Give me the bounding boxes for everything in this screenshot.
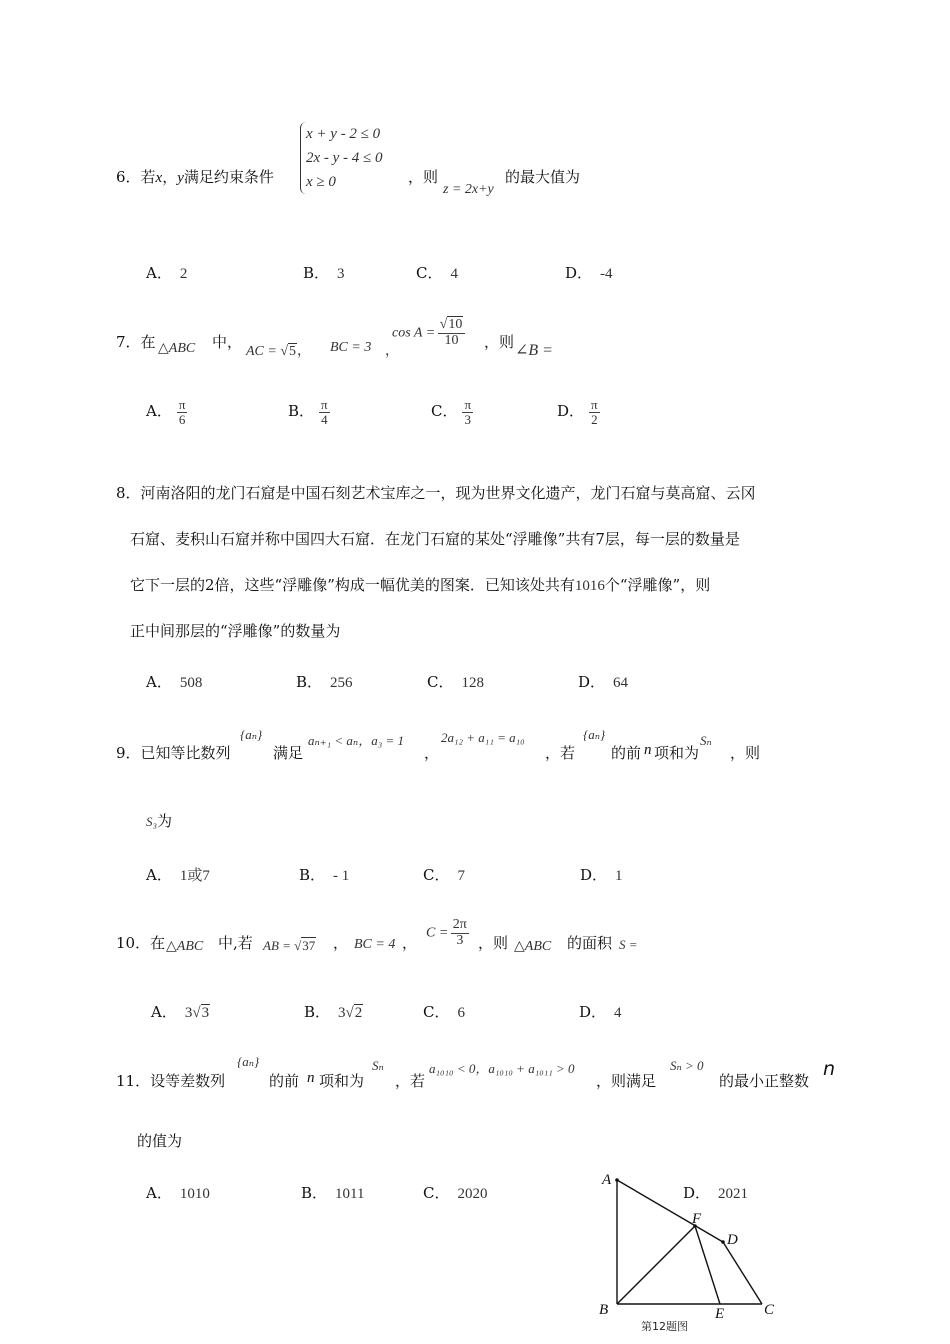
q6-objective: z = 2x+y (443, 182, 494, 197)
q10-stem-b: 中,若 (218, 934, 253, 952)
option-den: 2 (591, 411, 598, 427)
option-label: A． (146, 866, 172, 884)
q6-option-d[interactable] (565, 262, 613, 283)
q11-conditions: a₁₀₁₀ < 0，a₁₀₁₀ + a₁₀₁₁ > 0 (429, 1061, 575, 1076)
q9-option-a[interactable] (146, 864, 210, 885)
q10-c-num: 2π (452, 917, 467, 932)
option-value: - 1 (333, 868, 350, 884)
figure-segment-dc (723, 1242, 762, 1304)
option-label: A． (146, 264, 172, 282)
q10-c (426, 918, 468, 948)
q11-stem-f: 的最小正整数 (719, 1072, 810, 1090)
q9-comma: ， (424, 744, 440, 762)
q8-option-c[interactable] (427, 671, 484, 692)
figure-label-d: D (727, 1232, 738, 1248)
q11-stem-a: 11．设等差数列 (116, 1072, 226, 1090)
q6-stem-a: 6．若 (116, 168, 156, 186)
option-label: B． (299, 866, 326, 884)
q6-stem-c: ，则 (408, 168, 439, 186)
option-value: 2020 (457, 1186, 488, 1202)
q9-stem-b: 满足 (273, 744, 304, 762)
q9-option-c[interactable] (423, 864, 465, 885)
q8-total-count: 1016 (574, 578, 605, 594)
q10-s: S = (619, 937, 638, 952)
q7-triangle: △ABC (158, 341, 196, 356)
option-num: π (178, 397, 186, 412)
option-den: 4 (321, 411, 328, 427)
option-coef: 3 (338, 1005, 346, 1021)
q9-line-2-text: 为 (157, 812, 173, 830)
option-value: 64 (613, 675, 629, 691)
option-value: 4 (614, 1005, 622, 1021)
option-value: -4 (600, 266, 613, 282)
figure-segment-bf (617, 1226, 695, 1304)
option-label: D． (579, 1003, 607, 1021)
option-value: 128 (461, 675, 484, 691)
figure-segment-ad (617, 1180, 723, 1242)
q7-option-b[interactable] (288, 398, 329, 426)
q11-stem-e: ，则满足 (596, 1072, 657, 1090)
q8-line-3b: 个“浮雕像”，则 (604, 576, 711, 594)
q6-constraint-3: x ≥ 0 (306, 174, 336, 190)
option-label: C． (423, 1184, 450, 1202)
q10-bc: BC = 4 (354, 937, 396, 952)
q8-line-3a: 它下一层的2倍，这些“浮雕像”构成一幅优美的图案．已知该处共有 (130, 576, 575, 594)
q12-figure (590, 1162, 790, 1344)
option-value: 3√2 (338, 1005, 363, 1021)
q11-sn-positive: Sₙ > 0 (670, 1058, 704, 1073)
figure-label-a: A (602, 1172, 612, 1188)
q8-line-3 (130, 574, 710, 595)
q6-option-b[interactable] (303, 262, 345, 283)
option-value: 3 (337, 266, 345, 282)
option-label: A． (146, 1184, 172, 1202)
q10-stem-a: 10．在 (116, 934, 166, 952)
option-label: B． (288, 402, 315, 421)
figure-label-f: F (692, 1211, 702, 1227)
option-num: π (464, 397, 472, 412)
option-value: 1 (615, 868, 623, 884)
option-label: A． (146, 673, 172, 691)
option-value: 508 (179, 675, 203, 691)
q9-condition-2: 2a₁₂ + a₁₁ = a₁₀ (441, 730, 525, 745)
q11-option-c[interactable] (423, 1182, 487, 1203)
q9-var-n: n (644, 742, 652, 758)
q11-option-a[interactable] (146, 1182, 210, 1203)
q9-option-b[interactable] (299, 864, 349, 885)
q11-stem-c: 项和为 (319, 1072, 365, 1090)
q10-ab-lhs: AB = (263, 938, 295, 953)
option-label: B． (301, 1184, 328, 1202)
q11-var-n: n (307, 1070, 315, 1086)
q7-angle-b: ∠B = (515, 342, 553, 359)
q8-line-2: 石窟、麦积山石窟并称中国四大石窟．在龙门石窟的某处“浮雕像”共有7层，每一层的数量是 (130, 530, 740, 548)
q7-cos: ， (385, 344, 399, 359)
option-label: C． (427, 673, 454, 691)
q8-option-b[interactable] (296, 671, 353, 692)
option-label: B． (303, 264, 330, 282)
q10-stem-d: 的面积 (567, 934, 613, 952)
q6-var-x: x (155, 170, 163, 186)
q6-constraint-system (300, 122, 383, 194)
q9-condition-1: aₙ₊₁ < aₙ，a₃ = 1 (308, 733, 404, 748)
option-label: B． (304, 1003, 331, 1021)
q7-stem-c: ，则 (484, 333, 515, 351)
option-label: C． (416, 264, 443, 282)
q10-comma-1: ， (333, 934, 349, 952)
q10-triangle: △ABC (166, 939, 204, 954)
q9-stem-e: 项和为 (654, 744, 700, 762)
option-label: A． (146, 402, 172, 421)
q9-sequence-2: {aₙ} (583, 727, 606, 742)
option-label: B． (296, 673, 323, 691)
q10-ab: AB = √37 (263, 938, 316, 953)
option-label: D． (557, 402, 585, 421)
q10-stem-c: ，则 (478, 934, 509, 952)
option-label: D． (565, 264, 593, 282)
option-value: 1011 (335, 1186, 365, 1202)
figure-label-b: B (599, 1302, 609, 1318)
option-value: 7 (457, 868, 465, 884)
option-value: 2 (179, 266, 188, 282)
figure-label-e: E (715, 1306, 725, 1322)
option-fraction (320, 398, 329, 426)
option-radicand: 3 (201, 1005, 210, 1021)
q9-s3: S₃ (146, 814, 158, 829)
option-value: 1010 (179, 1186, 210, 1202)
option-value: 3√3 (184, 1005, 210, 1021)
option-radicand: 2 (354, 1005, 363, 1021)
q7-ac: AC = √5， (246, 344, 312, 359)
q6-stem (116, 166, 274, 187)
q7-stem-a: 7．在 (116, 333, 156, 351)
q10-c-fraction (452, 918, 468, 948)
figure-point-d (721, 1240, 725, 1244)
q10-c-lhs: C = (426, 925, 452, 941)
q10-comma-2: ， (402, 934, 418, 952)
option-den: 6 (178, 411, 186, 427)
q9-sn: Sₙ (700, 733, 712, 748)
figure-label-c: C (764, 1302, 775, 1318)
option-label: C． (431, 402, 458, 421)
q11-sn: Sₙ (372, 1058, 384, 1073)
option-value: 6 (457, 1005, 465, 1021)
option-fraction (178, 398, 187, 426)
q8-line-1: 8．河南洛阳的龙门石窟是中国石刻艺术宝库之一，现为世界文化遗产，龙门石窟与莫高窟、云冈 (116, 484, 756, 502)
q8-line-4: 正中间那层的“浮雕像”的数量为 (130, 622, 341, 640)
option-value: 1或7 (179, 868, 210, 884)
q9-stem-d: 的前 (611, 744, 642, 762)
q7-option-c[interactable] (431, 398, 472, 426)
option-num: π (591, 397, 598, 412)
q9-sequence: {aₙ} (240, 727, 263, 742)
option-fraction (463, 398, 472, 426)
q9-stem-f: ，则 (730, 744, 761, 762)
q9-stem-a: 9．已知等比数列 (116, 744, 231, 762)
q9-line-2 (146, 810, 172, 831)
option-label: D． (683, 1184, 711, 1202)
q9-stem-c: ，若 (545, 744, 576, 762)
option-label: C． (423, 1003, 450, 1021)
q10-option-c[interactable] (423, 1001, 465, 1022)
q9-option-d[interactable] (580, 864, 623, 885)
q6-stem-d: 的最大值为 (505, 168, 581, 186)
q7-ac-lhs: AC = (246, 344, 281, 359)
q6-option-c[interactable] (416, 262, 458, 283)
q7-option-d[interactable] (557, 398, 599, 426)
q11-sequence: {aₙ} (237, 1054, 260, 1069)
q10-triangle-2: △ABC (514, 939, 552, 954)
q11-stem-b: 的前 (269, 1072, 300, 1090)
q7-ac-radicand: 5 (289, 344, 297, 359)
q8-option-a[interactable] (146, 671, 202, 692)
q8-option-d[interactable] (578, 671, 628, 692)
q7-cos-num: 10 (448, 317, 463, 332)
q6-stem-b: 满足约束条件 (183, 168, 274, 186)
q11-option-b[interactable] (301, 1182, 364, 1203)
q6-constraint-1: x + y - 2 ≤ 0 (306, 126, 381, 142)
q6-var-y: y (177, 170, 184, 186)
option-value: 256 (330, 675, 353, 691)
q10-c-den: 3 (456, 932, 464, 948)
option-fraction (590, 398, 599, 426)
q6-constraint-2: 2x - y - 4 ≤ 0 (306, 150, 383, 166)
q11-line-2: 的值为 (137, 1132, 183, 1150)
q7-cos-expr (392, 318, 464, 348)
q10-ab-radicand: 37 (302, 938, 316, 953)
option-num: π (321, 397, 328, 412)
option-label: D． (580, 866, 608, 884)
q10-option-a[interactable] (151, 1001, 210, 1022)
q10-option-d[interactable] (579, 1001, 622, 1022)
q7-cos-fraction: $\frac{√10}{10}$ (439, 318, 465, 348)
q7-cos-den: 10 (444, 332, 459, 348)
option-den: 3 (464, 411, 472, 427)
q6-option-a[interactable] (146, 262, 187, 283)
figure-point-a (615, 1178, 619, 1182)
q6-comma: ， (162, 168, 178, 186)
q7-stem-b: 中， (212, 333, 243, 351)
option-label: C． (423, 866, 450, 884)
option-label: D． (578, 673, 606, 691)
q7-bc: BC = 3 (330, 340, 372, 355)
option-label: A． (151, 1003, 177, 1021)
q7-option-a[interactable] (146, 398, 186, 426)
option-value: 4 (450, 266, 458, 282)
q11-stem-d: ，若 (395, 1072, 426, 1090)
option-value: 2021 (718, 1186, 749, 1202)
q10-option-b[interactable] (304, 1001, 363, 1022)
figure-caption: 第12题图 (641, 1320, 688, 1333)
option-coef: 3 (184, 1005, 193, 1021)
q7-cos-lhs: cos A = (392, 325, 439, 341)
q11-var-n-2: n (823, 1058, 836, 1080)
